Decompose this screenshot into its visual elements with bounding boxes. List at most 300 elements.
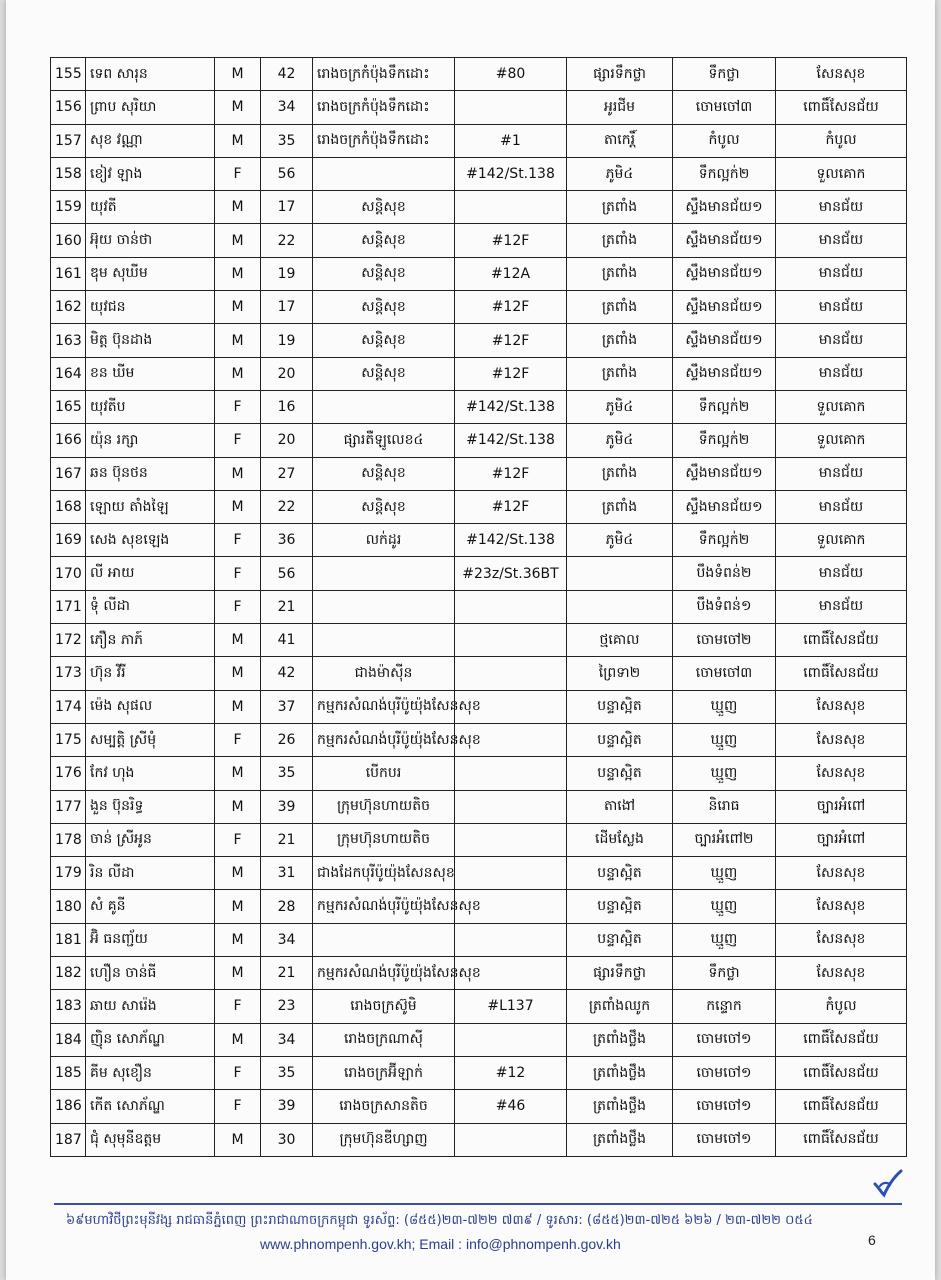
row-number-cell: 174	[51, 690, 86, 723]
row-number-cell: 159	[51, 191, 86, 224]
village-cell: ត្រពាំងថ្លឹង	[567, 1023, 673, 1056]
document-page	[6, 0, 935, 1280]
workplace-cell: រោងចក្រណាស៊ី	[313, 1023, 455, 1056]
table-row	[51, 624, 907, 657]
workplace-cell: ជាងម៉ាស៊ីន	[313, 657, 455, 690]
village-cell: ថ្មគោល	[567, 624, 673, 657]
house-number-cell	[455, 823, 567, 856]
workplace-cell: បើកបរ	[313, 757, 455, 790]
workplace-cell	[313, 390, 455, 423]
sex-cell: M	[215, 224, 261, 257]
district-cell: ទួលគោក	[776, 524, 907, 557]
person-name-cell: យុវតីប	[86, 390, 215, 423]
house-number-cell	[455, 857, 567, 890]
commune-cell: ចោមចៅ៣	[673, 91, 776, 124]
house-number-cell: #12A	[455, 257, 567, 290]
table-row	[51, 191, 907, 224]
age-cell: 22	[261, 490, 313, 523]
district-cell: មានជ័យ	[776, 291, 907, 324]
commune-cell: ចោមចៅ១	[673, 1123, 776, 1156]
table-row	[51, 524, 907, 557]
commune-cell: ស្ទឹងមានជ័យ១	[673, 291, 776, 324]
district-cell: សែនសុខ	[776, 890, 907, 923]
sex-cell: M	[215, 1123, 261, 1156]
age-cell: 42	[261, 657, 313, 690]
row-number-cell: 178	[51, 823, 86, 856]
sex-cell: M	[215, 757, 261, 790]
table-row	[51, 424, 907, 457]
workplace-cell: រោងចក្រសានតិច	[313, 1090, 455, 1123]
workplace-cell: សន្តិសុខ	[313, 224, 455, 257]
house-number-cell: #12F	[455, 291, 567, 324]
village-cell: ត្រពាំងថ្លឹង	[567, 1056, 673, 1089]
village-cell: ត្រពាំង	[567, 191, 673, 224]
age-cell: 20	[261, 424, 313, 457]
commune-cell: ចោមចៅ១	[673, 1090, 776, 1123]
row-number-cell: 164	[51, 357, 86, 390]
commune-cell: ទឹកល្អក់២	[673, 524, 776, 557]
person-name-cell: រិន លីដា	[86, 857, 215, 890]
sex-cell: M	[215, 857, 261, 890]
age-cell: 39	[261, 790, 313, 823]
person-name-cell: ទេព សារុន	[86, 58, 215, 91]
commune-cell: ចោមចៅ២	[673, 624, 776, 657]
person-name-cell: កែវ ហុង	[86, 757, 215, 790]
workplace-cell: រោងចក្រកំប៉ុងទឹកដោះ	[313, 124, 455, 157]
village-cell: បន្ទាស្អិត	[567, 923, 673, 956]
table-row	[51, 357, 907, 390]
sex-cell: M	[215, 657, 261, 690]
person-name-cell: ឡោយ តាំងឡៃ	[86, 490, 215, 523]
age-cell: 20	[261, 357, 313, 390]
workplace-cell	[313, 157, 455, 190]
age-cell: 19	[261, 257, 313, 290]
commune-cell: ឃ្មួញ	[673, 723, 776, 756]
commune-cell: ទឹកថ្លា	[673, 957, 776, 990]
row-number-cell: 161	[51, 257, 86, 290]
sex-cell: M	[215, 357, 261, 390]
age-cell: 16	[261, 390, 313, 423]
district-cell: សែនសុខ	[776, 58, 907, 91]
district-cell: ពោធិ៍សែនជ័យ	[776, 91, 907, 124]
village-cell: បន្ទាស្អិត	[567, 757, 673, 790]
house-number-cell	[455, 757, 567, 790]
age-cell: 23	[261, 990, 313, 1023]
workplace-cell: សន្តិសុខ	[313, 324, 455, 357]
person-name-cell: ងួន ប៊ុនរិទ្ធ	[86, 790, 215, 823]
workplace-cell: លក់ដូរ	[313, 524, 455, 557]
district-cell: មានជ័យ	[776, 257, 907, 290]
commune-cell: ស្ទឹងមានជ័យ១	[673, 224, 776, 257]
commune-cell: កន្ទោក	[673, 990, 776, 1023]
age-cell: 56	[261, 157, 313, 190]
sex-cell: F	[215, 1056, 261, 1089]
house-number-cell: #142/St.138	[455, 157, 567, 190]
house-number-cell: #142/St.138	[455, 390, 567, 423]
age-cell: 39	[261, 1090, 313, 1123]
district-cell: ពោធិ៍សែនជ័យ	[776, 1090, 907, 1123]
village-cell	[567, 557, 673, 590]
house-number-cell	[455, 790, 567, 823]
age-cell: 21	[261, 957, 313, 990]
village-cell: បន្ទាស្អិត	[567, 857, 673, 890]
district-cell: មានជ័យ	[776, 490, 907, 523]
house-number-cell: #142/St.138	[455, 424, 567, 457]
workplace-cell: ក្រុមហ៊ុនហាយតិច	[313, 823, 455, 856]
district-cell: សែនសុខ	[776, 690, 907, 723]
house-number-cell	[455, 191, 567, 224]
sex-cell: M	[215, 191, 261, 224]
commune-cell: ស្ទឹងមានជ័យ១	[673, 357, 776, 390]
village-cell: តាងៅ	[567, 790, 673, 823]
table-row	[51, 390, 907, 423]
people-table	[50, 57, 907, 1157]
sex-cell: M	[215, 1023, 261, 1056]
village-cell: ត្រពាំងឈូក	[567, 990, 673, 1023]
house-number-cell	[455, 91, 567, 124]
footer-address: ៦៩មហាវិថីព្រះមុនីវង្ស រាជធានីភ្នំពេញ ព្រះរាជាណាចក្រកម្ពុជា ទូរស័ព្ទ: (៨៥៥)២៣-៧២២ ៧៣៩ / ទូរសារ: (៨៥៥)២៣-៧២៥ ៦២៦ / ២៣-៧២២ ០៥៤	[66, 1213, 813, 1228]
commune-cell: ឃ្មួញ	[673, 857, 776, 890]
village-cell: ត្រពាំង	[567, 291, 673, 324]
person-name-cell: យ៉ុន រក្សា	[86, 424, 215, 457]
person-name-cell: ញ៉ិន សោភ័ណ្ឌ	[86, 1023, 215, 1056]
workplace-cell: សន្តិសុខ	[313, 490, 455, 523]
sex-cell: M	[215, 58, 261, 91]
district-cell: ច្បារអំពៅ	[776, 823, 907, 856]
sex-cell: F	[215, 723, 261, 756]
commune-cell: ស្ទឹងមានជ័យ១	[673, 191, 776, 224]
age-cell: 17	[261, 191, 313, 224]
footer-divider	[54, 1203, 902, 1205]
village-cell: ផ្សារទឹកថ្លា	[567, 58, 673, 91]
sex-cell: F	[215, 524, 261, 557]
person-name-cell: លី អាយ	[86, 557, 215, 590]
row-number-cell: 160	[51, 224, 86, 257]
table-body	[51, 58, 907, 1157]
village-cell: តាកេរ្តិ៍	[567, 124, 673, 157]
table-row	[51, 457, 907, 490]
table-row	[51, 224, 907, 257]
row-number-cell: 184	[51, 1023, 86, 1056]
table-row	[51, 58, 907, 91]
person-name-cell: សម្បត្តិ ស្រីមុំ	[86, 723, 215, 756]
village-cell	[567, 590, 673, 623]
table-row	[51, 757, 907, 790]
workplace-cell	[313, 557, 455, 590]
village-cell: ភូមិ៤	[567, 390, 673, 423]
sex-cell: M	[215, 957, 261, 990]
village-cell: ត្រពាំងថ្លឹង	[567, 1123, 673, 1156]
row-number-cell: 165	[51, 390, 86, 423]
table-row	[51, 857, 907, 890]
table-row	[51, 557, 907, 590]
row-number-cell: 180	[51, 890, 86, 923]
age-cell: 37	[261, 690, 313, 723]
person-name-cell: សេង សុខឡេង	[86, 524, 215, 557]
row-number-cell: 166	[51, 424, 86, 457]
district-cell: ទួលគោក	[776, 424, 907, 457]
sex-cell: M	[215, 923, 261, 956]
house-number-cell: #12F	[455, 324, 567, 357]
house-number-cell	[455, 1023, 567, 1056]
age-cell: 35	[261, 124, 313, 157]
person-name-cell: ទុំ លីដា	[86, 590, 215, 623]
person-name-cell: ខៀវ ឡាង	[86, 157, 215, 190]
house-number-cell	[455, 657, 567, 690]
person-name-cell: ឌុម សុឃីម	[86, 257, 215, 290]
village-cell: ព្រៃទា២	[567, 657, 673, 690]
workplace-cell: ក្រុមហ៊ុនឌីហ្សាញ	[313, 1123, 455, 1156]
house-number-cell	[455, 1123, 567, 1156]
age-cell: 35	[261, 1056, 313, 1089]
row-number-cell: 163	[51, 324, 86, 357]
person-name-cell: សំ គូនី	[86, 890, 215, 923]
table-row	[51, 923, 907, 956]
sex-cell: F	[215, 823, 261, 856]
village-cell: ត្រពាំង	[567, 457, 673, 490]
district-cell: ច្បារអំពៅ	[776, 790, 907, 823]
check-mark-icon	[872, 1168, 902, 1198]
village-cell: ត្រពាំង	[567, 357, 673, 390]
sex-cell: F	[215, 1090, 261, 1123]
commune-cell: ច្បារអំពៅ២	[673, 823, 776, 856]
person-name-cell: ហឿន ចាន់ធី	[86, 957, 215, 990]
table-row	[51, 590, 907, 623]
village-cell: ត្រពាំង	[567, 224, 673, 257]
row-number-cell: 167	[51, 457, 86, 490]
commune-cell: បឹងទំពន់១	[673, 590, 776, 623]
village-cell: ភូមិ៤	[567, 424, 673, 457]
footer-website-email: www.phnompenh.gov.kh; Email : info@phnompenh.gov.kh	[260, 1236, 621, 1252]
house-number-cell: #46	[455, 1090, 567, 1123]
village-cell: ដើមស្លែង	[567, 823, 673, 856]
sex-cell: M	[215, 690, 261, 723]
row-number-cell: 157	[51, 124, 86, 157]
district-cell: មានជ័យ	[776, 324, 907, 357]
district-cell: មានជ័យ	[776, 224, 907, 257]
workplace-cell: សន្តិសុខ	[313, 291, 455, 324]
workplace-cell: រោងចក្រអ៊ីឡាក់	[313, 1056, 455, 1089]
district-cell: ពោធិ៍សែនជ័យ	[776, 624, 907, 657]
age-cell: 26	[261, 723, 313, 756]
person-name-cell: យុវជន	[86, 291, 215, 324]
row-number-cell: 187	[51, 1123, 86, 1156]
person-name-cell: ម៉េង សុផល	[86, 690, 215, 723]
sex-cell: M	[215, 257, 261, 290]
table-row	[51, 690, 907, 723]
workplace-cell: កម្មករសំណង់បុរីប៉ូយ៉ុងសែនសុខ	[313, 890, 455, 923]
age-cell: 35	[261, 757, 313, 790]
table-row	[51, 790, 907, 823]
house-number-cell: #12F	[455, 224, 567, 257]
table-row	[51, 890, 907, 923]
row-number-cell: 175	[51, 723, 86, 756]
row-number-cell: 173	[51, 657, 86, 690]
workplace-cell: កម្មករសំណង់បុរីប៉ូយ៉ុងសែនសុខ	[313, 723, 455, 756]
sex-cell: F	[215, 557, 261, 590]
workplace-cell	[313, 624, 455, 657]
house-number-cell: #1	[455, 124, 567, 157]
workplace-cell: រោងចក្រកំប៉ុងទឹកដោះ	[313, 91, 455, 124]
person-name-cell: គីម សុខឿន	[86, 1056, 215, 1089]
workplace-cell: រោងចក្រស៊ូមិ	[313, 990, 455, 1023]
district-cell: មានជ័យ	[776, 357, 907, 390]
village-cell: ត្រពាំង	[567, 324, 673, 357]
person-name-cell: ជុំ សុមុនីឧត្តម	[86, 1123, 215, 1156]
house-number-cell: #12F	[455, 457, 567, 490]
house-number-cell: #80	[455, 58, 567, 91]
commune-cell: ឃ្មួញ	[673, 757, 776, 790]
sex-cell: M	[215, 291, 261, 324]
district-cell: ពោធិ៍សែនជ័យ	[776, 1023, 907, 1056]
age-cell: 17	[261, 291, 313, 324]
table-row	[51, 823, 907, 856]
district-cell: សែនសុខ	[776, 723, 907, 756]
commune-cell: ទឹកល្អក់២	[673, 390, 776, 423]
workplace-cell	[313, 923, 455, 956]
row-number-cell: 176	[51, 757, 86, 790]
sex-cell: M	[215, 457, 261, 490]
row-number-cell: 183	[51, 990, 86, 1023]
person-name-cell: ចាន់ ស្រីអូន	[86, 823, 215, 856]
village-cell: បន្ទាស្អិត	[567, 690, 673, 723]
person-name-cell: ហ៊ុន វីរី	[86, 657, 215, 690]
district-cell: មានជ័យ	[776, 557, 907, 590]
table-row	[51, 257, 907, 290]
village-cell: បន្ទាស្អិត	[567, 890, 673, 923]
sex-cell: M	[215, 124, 261, 157]
person-name-cell: យុវតី	[86, 191, 215, 224]
house-number-cell: #L137	[455, 990, 567, 1023]
row-number-cell: 169	[51, 524, 86, 557]
row-number-cell: 155	[51, 58, 86, 91]
house-number-cell: #12F	[455, 357, 567, 390]
commune-cell: ឃ្មួញ	[673, 923, 776, 956]
commune-cell: ចោមចៅ១	[673, 1023, 776, 1056]
row-number-cell: 168	[51, 490, 86, 523]
commune-cell: ឃ្មួញ	[673, 890, 776, 923]
sex-cell: F	[215, 157, 261, 190]
sex-cell: M	[215, 890, 261, 923]
row-number-cell: 179	[51, 857, 86, 890]
table-row	[51, 157, 907, 190]
age-cell: 34	[261, 923, 313, 956]
row-number-cell: 181	[51, 923, 86, 956]
commune-cell: ចោមចៅ៣	[673, 657, 776, 690]
house-number-cell	[455, 624, 567, 657]
commune-cell: ទឹកល្អក់២	[673, 424, 776, 457]
age-cell: 56	[261, 557, 313, 590]
village-cell: ផ្សារទឹកថ្លា	[567, 957, 673, 990]
age-cell: 34	[261, 1023, 313, 1056]
commune-cell: កំបូល	[673, 124, 776, 157]
row-number-cell: 182	[51, 957, 86, 990]
district-cell: កំបូល	[776, 990, 907, 1023]
table-row	[51, 324, 907, 357]
page-number: 6	[868, 1232, 876, 1248]
row-number-cell: 162	[51, 291, 86, 324]
row-number-cell: 158	[51, 157, 86, 190]
sex-cell: M	[215, 790, 261, 823]
house-number-cell: #23z/St.36BT	[455, 557, 567, 590]
table-row	[51, 723, 907, 756]
district-cell: សែនសុខ	[776, 957, 907, 990]
commune-cell: ចោមចៅ១	[673, 1056, 776, 1089]
commune-cell: និរោធ	[673, 790, 776, 823]
district-cell: ពោធិ៍សែនជ័យ	[776, 1056, 907, 1089]
person-name-cell: ឆាយ សារ៉េង	[86, 990, 215, 1023]
age-cell: 42	[261, 58, 313, 91]
village-cell: ត្រពាំង	[567, 257, 673, 290]
person-name-cell: ភឿន ភាភ៍	[86, 624, 215, 657]
workplace-cell: ផ្សារតឺឡូលេខ៤	[313, 424, 455, 457]
workplace-cell: កម្មករសំណង់បុរីប៉ូយ៉ុងសែនសុខ	[313, 690, 455, 723]
workplace-cell: សន្តិសុខ	[313, 257, 455, 290]
row-number-cell: 171	[51, 590, 86, 623]
age-cell: 19	[261, 324, 313, 357]
house-number-cell: #142/St.138	[455, 524, 567, 557]
workplace-cell: ក្រុមហ៊ុនហាយតិច	[313, 790, 455, 823]
commune-cell: ស្ទឹងមានជ័យ១	[673, 490, 776, 523]
row-number-cell: 185	[51, 1056, 86, 1089]
sex-cell: M	[215, 324, 261, 357]
house-number-cell	[455, 590, 567, 623]
commune-cell: ស្ទឹងមានជ័យ១	[673, 257, 776, 290]
workplace-cell: សន្តិសុខ	[313, 191, 455, 224]
sex-cell: M	[215, 91, 261, 124]
table-row	[51, 1123, 907, 1156]
table-row	[51, 657, 907, 690]
age-cell: 21	[261, 823, 313, 856]
row-number-cell: 172	[51, 624, 86, 657]
commune-cell: ឃ្មួញ	[673, 690, 776, 723]
village-cell: ភូមិ៤	[567, 524, 673, 557]
person-name-cell: សុខ វណ្ណា	[86, 124, 215, 157]
village-cell: អូរជីម	[567, 91, 673, 124]
sex-cell: F	[215, 424, 261, 457]
workplace-cell: រោងចក្រកំប៉ុងទឹកដោះ	[313, 58, 455, 91]
table-row	[51, 957, 907, 990]
workplace-cell	[313, 590, 455, 623]
person-name-cell: មិត្ត ប៊ុនដាង	[86, 324, 215, 357]
district-cell: សែនសុខ	[776, 857, 907, 890]
house-number-cell: #12	[455, 1056, 567, 1089]
person-name-cell: ព្រាប សុរិយា	[86, 91, 215, 124]
person-name-cell: កើត សោភ័ណ្ឌ	[86, 1090, 215, 1123]
district-cell: មានជ័យ	[776, 191, 907, 224]
table-row	[51, 291, 907, 324]
table-row	[51, 490, 907, 523]
person-name-cell: ខន ឃីម	[86, 357, 215, 390]
age-cell: 21	[261, 590, 313, 623]
age-cell: 30	[261, 1123, 313, 1156]
workplace-cell: ជាងដែកបុរីប៉ូយ៉ុងសែនសុខ	[313, 857, 455, 890]
district-cell: ទួលគោក	[776, 390, 907, 423]
age-cell: 41	[261, 624, 313, 657]
workplace-cell: សន្តិសុខ	[313, 357, 455, 390]
commune-cell: ទឹកល្អក់២	[673, 157, 776, 190]
district-cell: កំបូល	[776, 124, 907, 157]
sex-cell: M	[215, 624, 261, 657]
workplace-cell: សន្តិសុខ	[313, 457, 455, 490]
row-number-cell: 170	[51, 557, 86, 590]
age-cell: 36	[261, 524, 313, 557]
person-name-cell: អ៊ិ ធនញ្ជ័យ	[86, 923, 215, 956]
table-row	[51, 1023, 907, 1056]
commune-cell: បឹងទំពន់២	[673, 557, 776, 590]
commune-cell: ទឹកថ្លា	[673, 58, 776, 91]
table-row	[51, 1090, 907, 1123]
